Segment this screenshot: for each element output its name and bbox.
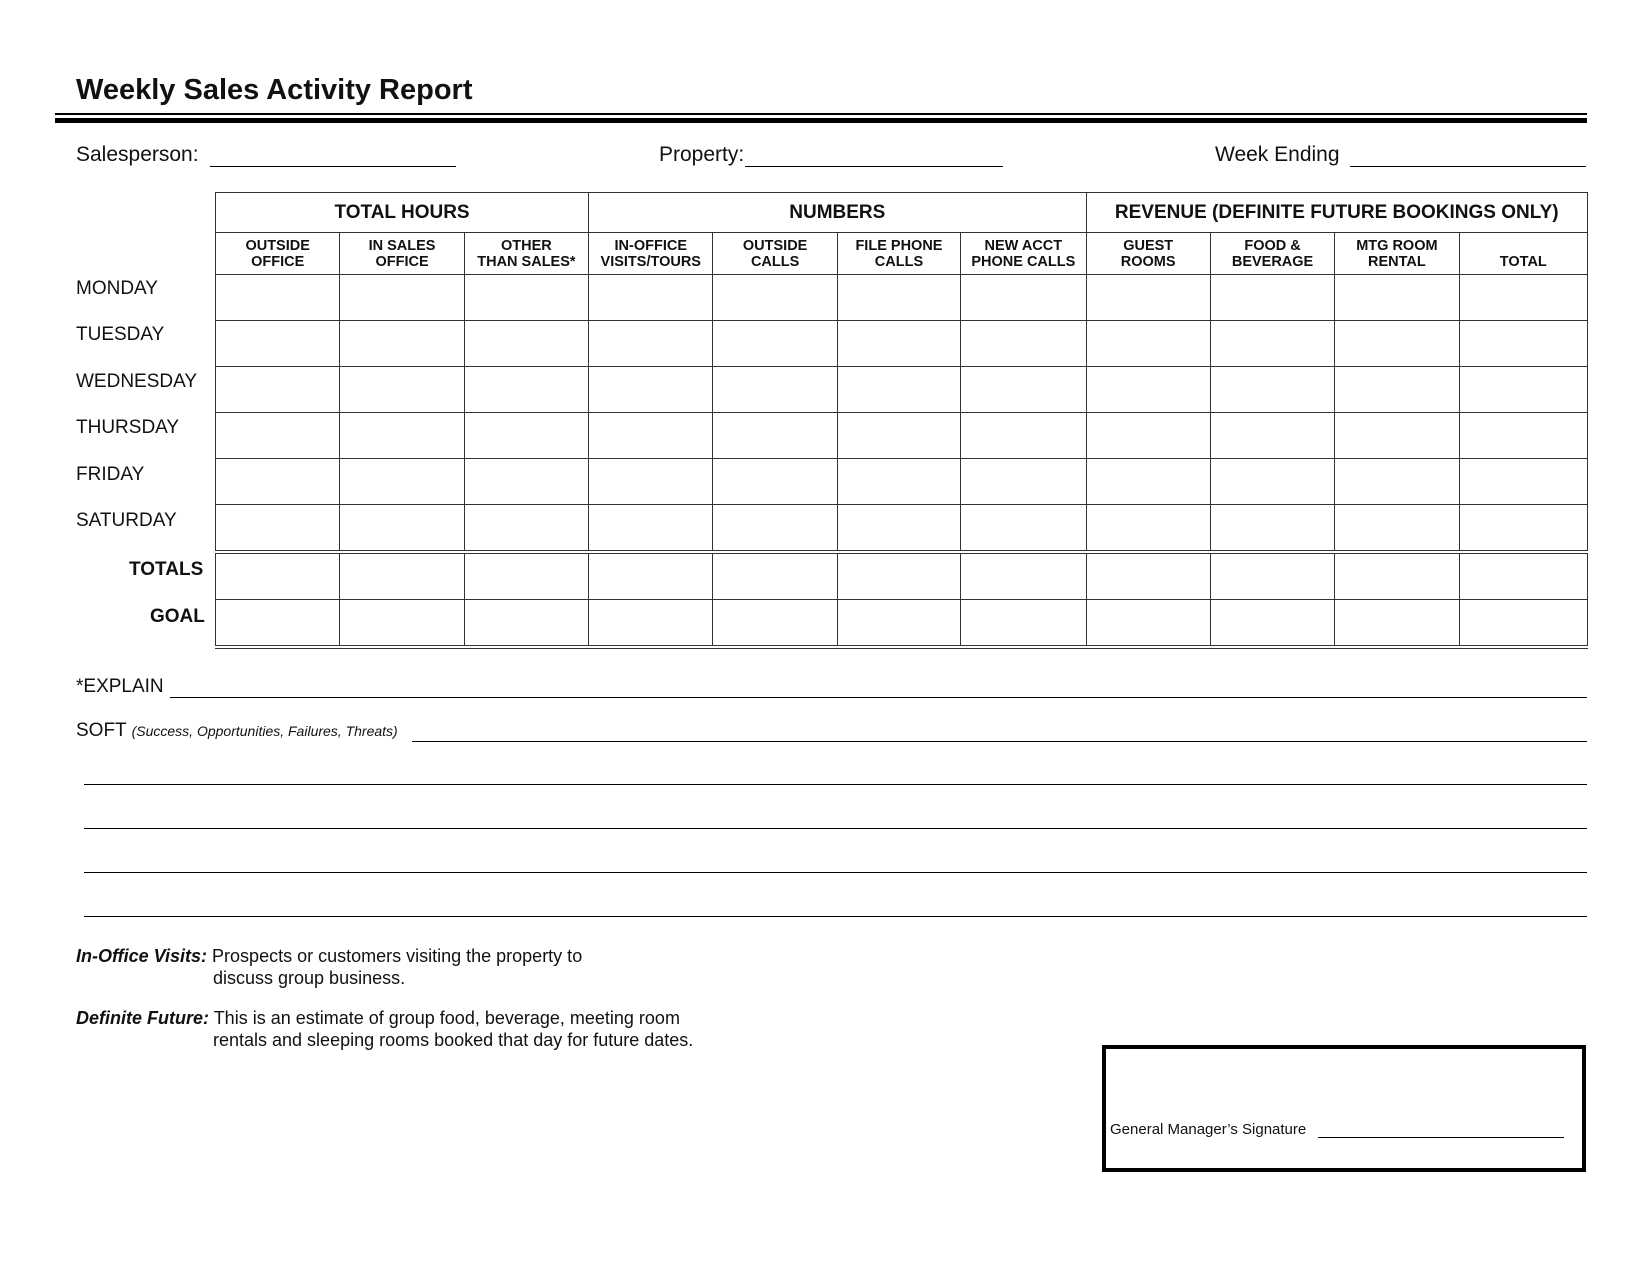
soft-line-5[interactable] [84, 916, 1587, 917]
row-goal-cell[interactable] [1086, 600, 1210, 648]
table-row [216, 600, 1588, 648]
col-header-total: TOTAL [1459, 233, 1587, 275]
row-saturday-cell[interactable] [713, 505, 837, 553]
soft-label-wrap [76, 720, 398, 742]
col-header-new-acct-phone-calls: NEW ACCT PHONE CALLS [961, 233, 1086, 275]
row-tuesday-cell[interactable] [216, 321, 340, 367]
row-thursday-cell[interactable] [216, 413, 340, 459]
row-saturday-cell[interactable] [1335, 505, 1459, 553]
row-goal-cell[interactable] [961, 600, 1086, 648]
title-rule-thin [55, 113, 1587, 115]
row-wednesday-cell[interactable] [713, 367, 837, 413]
signature-line[interactable] [1318, 1137, 1564, 1138]
row-wednesday-cell[interactable] [961, 367, 1086, 413]
row-monday-cell[interactable] [1335, 275, 1459, 321]
row-tuesday-cell[interactable] [713, 321, 837, 367]
row-totals-cell[interactable] [464, 552, 588, 600]
row-tuesday-cell[interactable] [464, 321, 588, 367]
row-wednesday-cell[interactable] [1086, 367, 1210, 413]
row-monday-cell[interactable] [1210, 275, 1334, 321]
row-saturday-cell[interactable] [1086, 505, 1210, 553]
soft-hint: (Success, Opportunities, Failures, Threats) [131, 723, 398, 739]
col-header-outside-office: OUTSIDE OFFICE [216, 233, 340, 275]
col-header-mtg-room-rental: MTG ROOM RENTAL [1335, 233, 1459, 275]
table-body [216, 275, 1588, 648]
row-tuesday-cell[interactable] [340, 321, 464, 367]
property-label: Property: [659, 143, 745, 166]
row-label-totals: TOTALS [129, 559, 204, 580]
row-tuesday-cell[interactable] [1210, 321, 1334, 367]
table-row [216, 505, 1588, 553]
col-header-guest-rooms: GUEST ROOMS [1086, 233, 1210, 275]
row-label-tuesday: TUESDAY [76, 324, 165, 345]
row-saturday-cell[interactable] [837, 505, 960, 553]
row-saturday-cell[interactable] [589, 505, 713, 553]
row-tuesday-cell[interactable] [837, 321, 960, 367]
row-friday-cell[interactable] [1210, 459, 1334, 505]
row-goal-cell[interactable] [1210, 600, 1334, 648]
row-label-thursday: THURSDAY [76, 417, 180, 438]
salesperson-field[interactable] [210, 166, 456, 167]
row-label-goal: GOAL [150, 606, 205, 627]
row-monday-cell[interactable] [713, 275, 837, 321]
col-header-outside-calls: OUTSIDE CALLS [713, 233, 837, 275]
row-totals-cell[interactable] [713, 552, 837, 600]
row-label-monday: MONDAY [76, 278, 158, 299]
table-row [216, 367, 1588, 413]
row-goal-cell[interactable] [216, 600, 340, 648]
row-friday-cell[interactable] [216, 459, 340, 505]
row-wednesday-cell[interactable] [216, 367, 340, 413]
definition-definite-text1: This is an estimate of group food, beverage, meeting room [213, 1008, 680, 1028]
row-thursday-cell[interactable] [713, 413, 837, 459]
row-label-friday: FRIDAY [76, 464, 145, 485]
row-goal-cell[interactable] [713, 600, 837, 648]
soft-line-4[interactable] [84, 872, 1587, 873]
row-totals-cell[interactable] [1335, 552, 1459, 600]
row-friday-cell[interactable] [837, 459, 960, 505]
group-revenue: REVENUE (DEFINITE FUTURE BOOKINGS ONLY) [1086, 193, 1588, 233]
soft-line-2[interactable] [84, 784, 1587, 785]
definition-in-office [76, 945, 756, 989]
row-totals-cell[interactable] [1210, 552, 1334, 600]
row-saturday-cell[interactable] [340, 505, 464, 553]
row-monday-cell[interactable] [216, 275, 340, 321]
row-tuesday-cell[interactable] [1459, 321, 1587, 367]
row-friday-cell[interactable] [1459, 459, 1587, 505]
row-monday-cell[interactable] [1086, 275, 1210, 321]
definition-definite-term: Definite Future: [76, 1008, 209, 1028]
row-goal-cell[interactable] [1459, 600, 1587, 648]
row-totals-cell[interactable] [837, 552, 960, 600]
row-goal-cell[interactable] [589, 600, 713, 648]
row-friday-cell[interactable] [589, 459, 713, 505]
row-thursday-cell[interactable] [1459, 413, 1587, 459]
row-thursday-cell[interactable] [340, 413, 464, 459]
week-ending-field[interactable] [1350, 166, 1586, 167]
definition-in-office-term: In-Office Visits: [76, 946, 208, 966]
row-tuesday-cell[interactable] [589, 321, 713, 367]
week-ending-label: Week Ending [1215, 143, 1340, 166]
row-friday-cell[interactable] [1086, 459, 1210, 505]
row-wednesday-cell[interactable] [464, 367, 588, 413]
row-thursday-cell[interactable] [1086, 413, 1210, 459]
row-friday-cell[interactable] [464, 459, 588, 505]
title-rule-thick [55, 118, 1587, 123]
col-header-in-office-visits: IN-OFFICE VISITS/TOURS [589, 233, 713, 275]
row-goal-cell[interactable] [464, 600, 588, 648]
row-totals-cell[interactable] [1459, 552, 1587, 600]
row-thursday-cell[interactable] [961, 413, 1086, 459]
explain-line[interactable] [170, 697, 1587, 698]
col-header-other-than-sales: OTHER THAN SALES* [464, 233, 588, 275]
row-monday-cell[interactable] [837, 275, 960, 321]
definition-in-office-text2: discuss group business. [213, 968, 406, 988]
table-row [216, 552, 1588, 600]
row-wednesday-cell[interactable] [1459, 367, 1587, 413]
property-field[interactable] [745, 166, 1003, 167]
salesperson-label: Salesperson: [76, 143, 199, 166]
soft-line-1[interactable] [412, 741, 1587, 742]
page-title: Weekly Sales Activity Report [76, 74, 473, 106]
row-saturday-cell[interactable] [1210, 505, 1334, 553]
row-label-saturday: SATURDAY [76, 510, 177, 531]
row-friday-cell[interactable] [1335, 459, 1459, 505]
row-monday-cell[interactable] [961, 275, 1086, 321]
row-tuesday-cell[interactable] [1335, 321, 1459, 367]
definition-in-office-text1: Prospects or customers visiting the property to [212, 946, 583, 966]
group-total-hours: TOTAL HOURS [216, 193, 589, 233]
row-goal-cell[interactable] [340, 600, 464, 648]
row-saturday-cell[interactable] [216, 505, 340, 553]
definition-definite-future [76, 1007, 756, 1051]
row-goal-cell[interactable] [1335, 600, 1459, 648]
row-tuesday-cell[interactable] [961, 321, 1086, 367]
row-monday-cell[interactable] [589, 275, 713, 321]
row-saturday-cell[interactable] [1459, 505, 1587, 553]
definition-definite-text2: rentals and sleeping rooms booked that day for future dates. [213, 1030, 694, 1050]
row-thursday-cell[interactable] [589, 413, 713, 459]
soft-line-3[interactable] [84, 828, 1587, 829]
table-row [216, 321, 1588, 367]
col-header-in-sales-office: IN SALES OFFICE [340, 233, 464, 275]
group-numbers: NUMBERS [589, 193, 1086, 233]
row-wednesday-cell[interactable] [1335, 367, 1459, 413]
row-tuesday-cell[interactable] [1086, 321, 1210, 367]
signature-box [1102, 1045, 1586, 1172]
row-friday-cell[interactable] [340, 459, 464, 505]
sales-activity-table [215, 192, 1588, 649]
row-totals-cell[interactable] [340, 552, 464, 600]
table-row [216, 275, 1588, 321]
signature-label: General Manager’s Signature [1110, 1121, 1307, 1138]
col-header-file-phone-calls: FILE PHONE CALLS [837, 233, 960, 275]
row-friday-cell[interactable] [713, 459, 837, 505]
row-wednesday-cell[interactable] [1210, 367, 1334, 413]
row-wednesday-cell[interactable] [340, 367, 464, 413]
row-totals-cell[interactable] [216, 552, 340, 600]
row-saturday-cell[interactable] [961, 505, 1086, 553]
explain-label: *EXPLAIN [76, 676, 164, 697]
row-thursday-cell[interactable] [1210, 413, 1334, 459]
table-row [216, 459, 1588, 505]
row-thursday-cell[interactable] [837, 413, 960, 459]
row-saturday-cell[interactable] [464, 505, 588, 553]
row-wednesday-cell[interactable] [589, 367, 713, 413]
row-wednesday-cell[interactable] [837, 367, 960, 413]
row-thursday-cell[interactable] [464, 413, 588, 459]
row-monday-cell[interactable] [1459, 275, 1587, 321]
row-totals-cell[interactable] [961, 552, 1086, 600]
row-totals-cell[interactable] [1086, 552, 1210, 600]
row-thursday-cell[interactable] [1335, 413, 1459, 459]
row-monday-cell[interactable] [340, 275, 464, 321]
row-totals-cell[interactable] [589, 552, 713, 600]
row-monday-cell[interactable] [464, 275, 588, 321]
col-header-food-beverage: FOOD & BEVERAGE [1210, 233, 1334, 275]
row-friday-cell[interactable] [961, 459, 1086, 505]
row-goal-cell[interactable] [837, 600, 960, 648]
row-label-wednesday: WEDNESDAY [76, 371, 198, 392]
table-row [216, 413, 1588, 459]
soft-label: SOFT [76, 720, 127, 741]
